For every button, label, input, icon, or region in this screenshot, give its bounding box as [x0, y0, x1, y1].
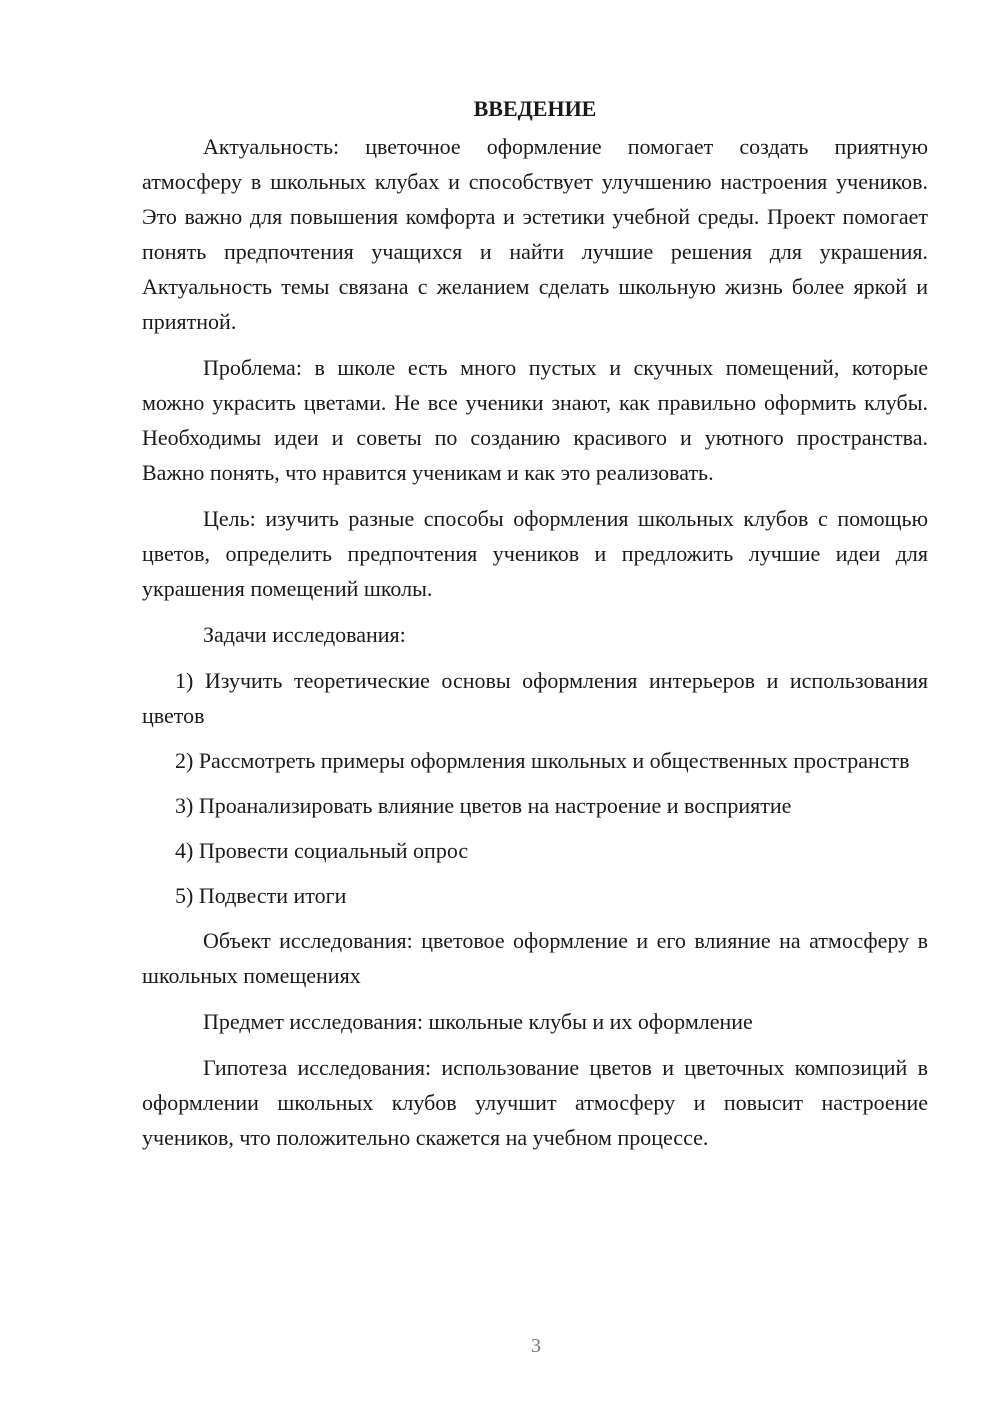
object-paragraph: Объект исследования: цветовое оформление и его влияние на атмосферу в школьных помещениях — [142, 928, 928, 988]
list-item: 1) Изучить теоретические основы оформления интерьеров и использования цветов — [142, 668, 928, 728]
relevance-paragraph: Актуальность: цветочное оформление помогает создать приятную атмосферу в школьных клубах и способствует улучшению настроения учеников. Это важно для повышения комфорта и эстетики учебной среды. Проект помогает понять предпочтения учащихся и найти лучшие решения для украшения. Актуальность темы связана с желанием сделать школьную жизнь более яркой и приятной. — [142, 134, 928, 334]
hypothesis-paragraph: Гипотеза исследования: использование цветов и цветочных композиций в оформлении школьных клубов улучшит атмосферу и повысит настроение учеников, что положительно скажется на учебном процессе. — [142, 1055, 928, 1150]
problem-paragraph: Проблема: в школе есть много пустых и скучных помещений, которые можно украсить цветами. Не все ученики знают, как правильно оформить клубы. Необходимы идеи и советы по созданию красивого и уютного пространства. Важно понять, что нравится ученикам и как это реализовать. — [142, 355, 928, 485]
tasks-list — [142, 663, 928, 913]
list-item: 3) Проанализировать влияние цветов на настроение и восприятие — [175, 793, 792, 818]
tasks-title: Задачи исследования: — [203, 622, 406, 647]
list-item: 4) Провести социальный опрос — [175, 838, 469, 863]
page-number: 3 — [531, 1335, 541, 1357]
list-item: 5) Подвести итоги — [175, 883, 347, 908]
document-page — [142, 92, 928, 1166]
goal-paragraph: Цель: изучить разные способы оформления школьных клубов с помощью цветов, определить предпочтения учеников и предложить лучшие идеи для украшения помещений школы. — [142, 506, 928, 601]
list-item: 2) Рассмотреть примеры оформления школьных и общественных пространств — [175, 748, 910, 773]
subject-paragraph: Предмет исследования: школьные клубы и их оформление — [203, 1009, 753, 1034]
section-heading: ВВЕДЕНИЕ — [473, 96, 597, 121]
